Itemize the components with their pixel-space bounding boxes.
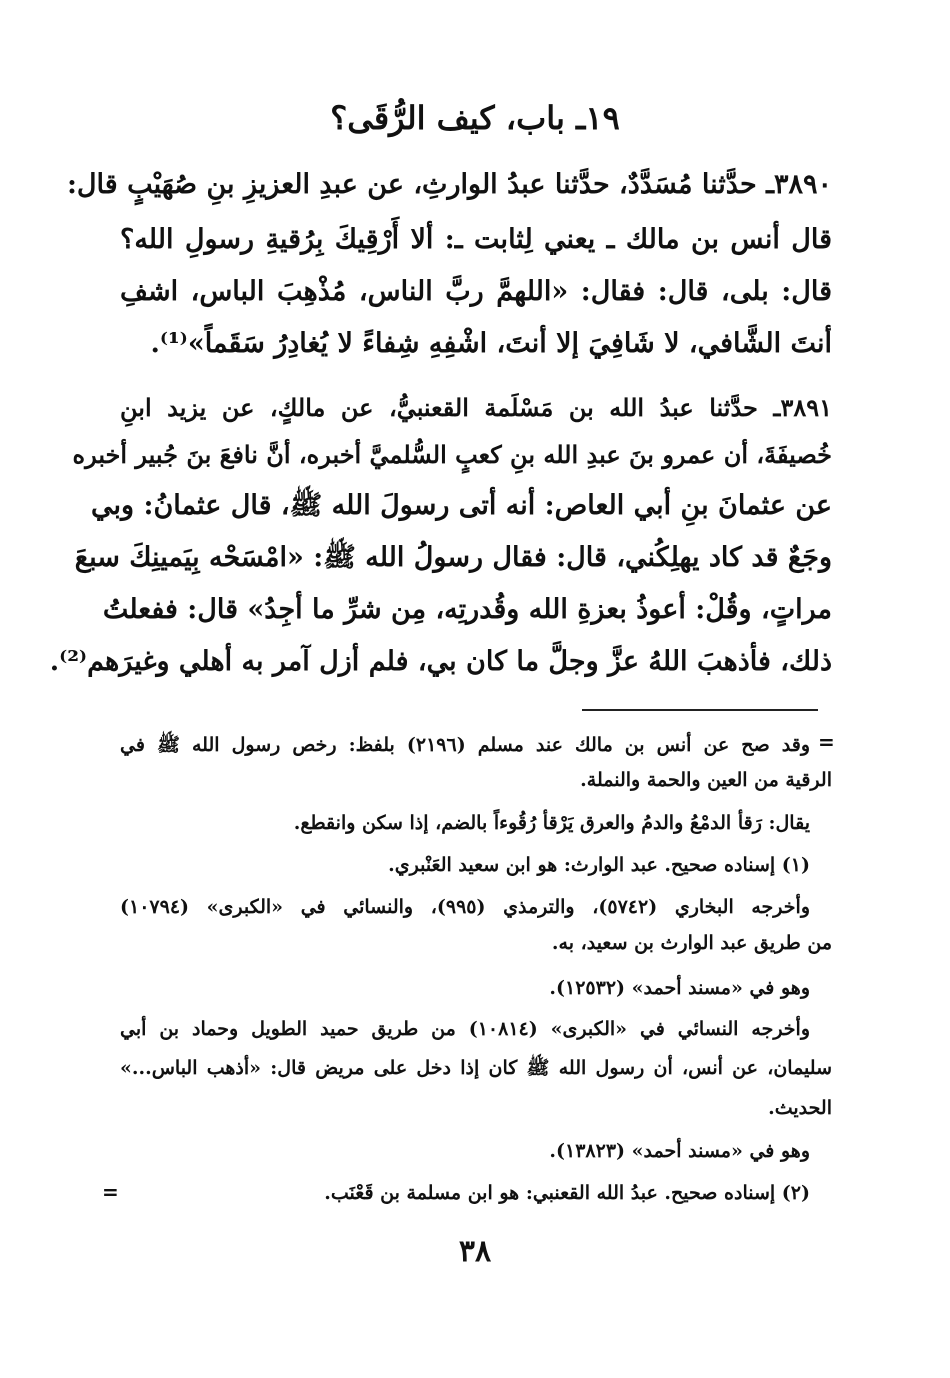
hadith-3890-line-2: قال أنس بن مالك ـ يعني لِثابت ـ: ألا أَرْقِيكَ بِرُقيةِ رسولِ الله؟ [120, 224, 832, 255]
footnote-1-line-4: وهو في «مسند أحمد» (١٢٥٣٢). [549, 977, 810, 999]
footnote-1-line-1: (١) إسناده صحيح. عبد الوارث: هو ابن سعيد العَنْبري. [388, 854, 810, 876]
page-number: ٣٨ [458, 1234, 492, 1269]
hadith-3891-line-2: خُصيفَةَ، أن عمرو بنَ عبدِ الله بنِ كعبٍ السُّلميَّ أخبره، أنَّ نافعَ بنَ جُبير أخبره [72, 440, 832, 469]
footnote-line-2: الرقية من العين والحمة والنملة. [580, 769, 832, 791]
chapter-title: ١٩ـ باب، كيف الرُّقَى؟ [330, 99, 620, 137]
hadith-3891-line-1: ٣٨٩١ـ حدَّثنا عبدُ الله بن مَسْلَمة القعنبيُّ، عن مالكٍ، عن يزيد ابنِ [120, 393, 832, 422]
footnote-1-line-2: وأخرجه البخاري (٥٧٤٢)، والترمذي (٩٩٥)، والنسائي في «الكبرى» (١٠٧٩٤) [120, 896, 810, 918]
hadith-3890-line-3: قال: بلى، قال: فقال: «اللهمَّ ربَّ الناس، مُذْهِبَ الباس، اشفِ [120, 276, 832, 307]
hadith-3891-line-5: مراتٍ، وقُلْ: أعوذُ بعزةِ الله وقُدرتِه، مِن شرِّ ما أجِدُ» قال: ففعلتُ [102, 594, 832, 625]
hadith-3891-line-6: ذلك، فأذهبَ اللهُ عزَّ وجلَّ ما كان بي، فلم أزل آمر به أهلي وغيرَهم⁽²⁾. [49, 646, 832, 677]
footnote-continuation-mark-top: = [818, 730, 835, 754]
footnote-1-line-6: سليمان، عن أنس، أن رسول الله ﷺ كان إذا دخل على مريض قال: «أذهب الباس...» [120, 1057, 832, 1079]
footnote-line-3: يقال: رَقأ الدمْعُ والدمُ والعرق يَرْقأ رُقُوءاً بالضم، إذا سكن وانقطع. [293, 812, 810, 834]
hadith-3891-line-4: وجَعٌ قد كاد يهلِكُني، قال: فقال رسولُ الله ﷺ: «امْسَحْه بِيَمينِكَ سبعَ [74, 542, 832, 573]
footnote-1-line-3: من طريق عبد الوارث بن سعيد، به. [551, 932, 832, 954]
hadith-3890-line-4: أنتَ الشَّافي، لا شَافِيَ إلا أنتَ، اشْفِهِ شِفاءً لا يُغادِرُ سَقَماً»⁽¹⁾. [150, 328, 832, 359]
footnote-2-line-1: (٢) إسناده صحيح. عبدُ الله القعنبي: هو ابن مسلمة بن قَعْنَب. [324, 1182, 810, 1204]
footnote-divider [582, 709, 818, 711]
footnote-1-line-7: الحديث. [768, 1097, 832, 1119]
footnote-line-1: وقد صح عن أنس بن مالك عند مسلم (٢١٩٦) بلفظ: رخص رسول الله ﷺ في [120, 734, 810, 756]
hadith-3891-line-3: عن عثمانَ بنِ أبي العاص: أنه أتى رسولَ الله ﷺ، قال عثمانُ: وبي [91, 490, 832, 521]
hadith-3890-line-1: ٣٨٩٠ـ حدَّثنا مُسَدَّدٌ، حدَّثنا عبدُ الوارثِ، عن عبدِ العزيزِ بنِ صُهَيْبٍ قال: [66, 169, 832, 200]
footnote-1-line-5: وأخرجه النسائي في «الكبرى» (١٠٨١٤) من طريق حميد الطويل وحماد بن أبي [120, 1018, 810, 1040]
footnote-1-line-8: وهو في «مسند أحمد» (١٣٨٢٣). [549, 1140, 810, 1162]
footnote-continuation-mark-bottom: = [102, 1180, 119, 1204]
